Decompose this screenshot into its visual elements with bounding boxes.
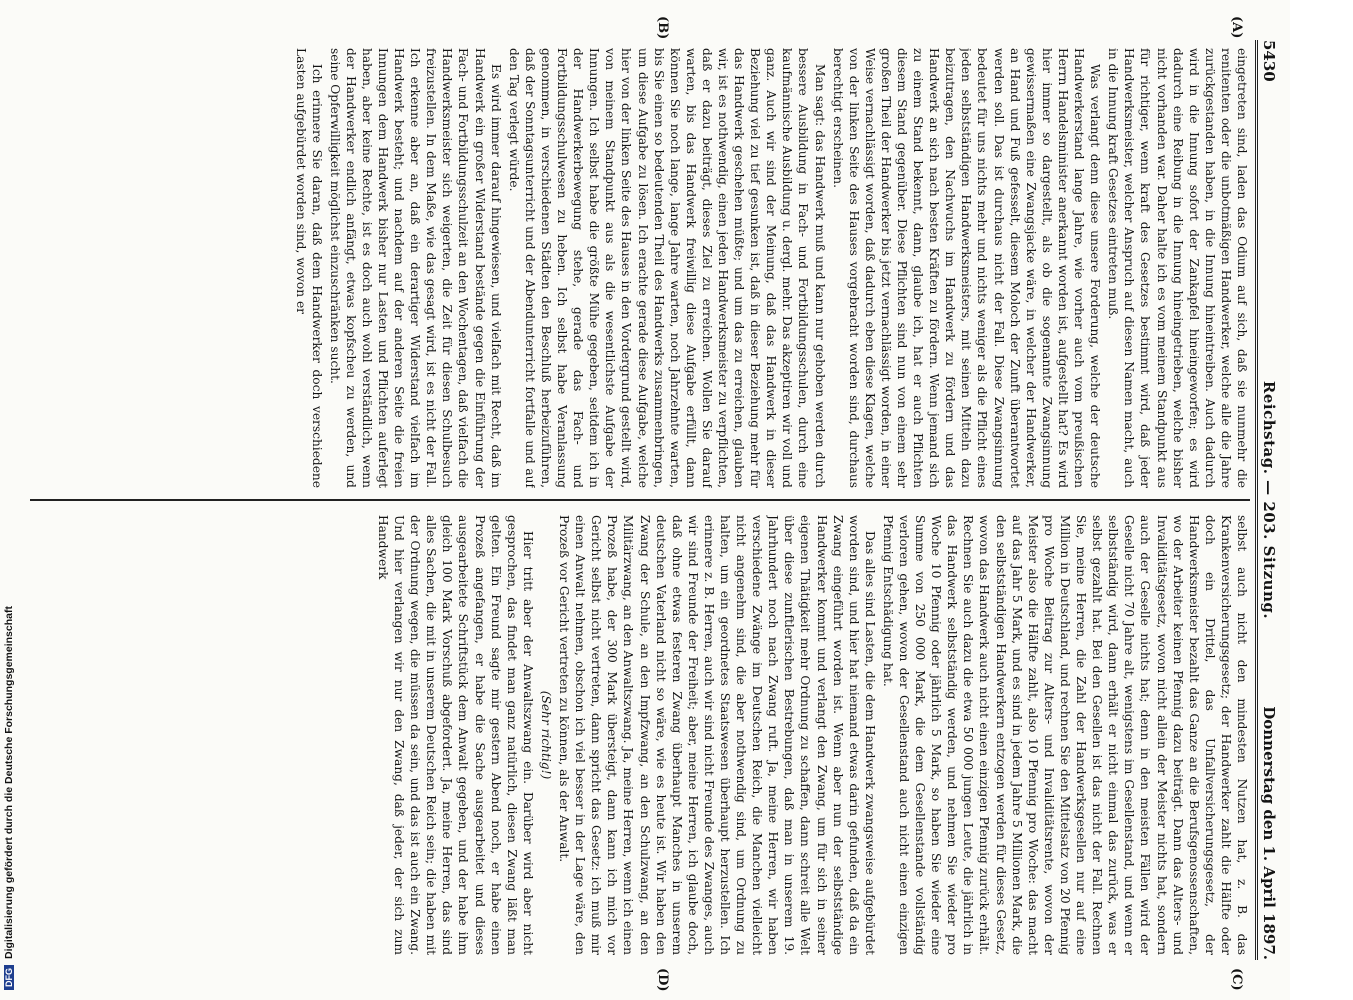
paragraph: Hier tritt aber der Anwaltszwang ein. Darüber wird aber nicht gesprochen, das findet man ganz natürlich, diesen Zwang läßt man gelten. Ein Freund sagte mir gestern Abend noch, er habe einen Prozeß angefangen, er habe die Sache ausgearbeitet und dieses ausgearbeitete Schriftstück dem Anwalt gegeben, und der habe ihm gleich 100 Mark Vorschuß abgefordert. Ja, meine Herren, das sind alles Sachen, die mit in unserem Deutschen Reich sein; die haben mit der Ordnung wegen, die müssen da sein, und das ist auch ein Zwang. Und hier verlangen wir nur den Zwang, daß jeder, der sich zum Handwerk bbox=[376, 515, 535, 955]
digitization-footer bbox=[2, 0, 20, 1000]
footer-text: Digitalisierung gefördert durch die Deutsche Forschungsgemeinschaft bbox=[3, 606, 15, 959]
header-title: Reichstag. — 203. Sitzung. bbox=[1260, 380, 1278, 620]
paragraph: Man sagt: das Handwerk muß und kann nur gehoben werden durch bessere Ausbildung in Fach- und Fortbildungsschulen, durch eine kaufmännische Ausbildung u. dergl. mehr. Das akzeptiren wir voll und ganz. Auch wir sind der Meinung, daß das Handwerk in dieser Beziehung viel zu tief gesunken ist, daß in dieser Beziehung mehr für das Handwerk geschehen müßte; und um das zu erreichen, glauben wir, ist es nothwendig, einen jeden Handwerksmeister zu verpflichten, daß er dazu beiträgt, dieses Ziel zu erreichen. Wollen Sie darauf warten, bis das Handwerk freiwillig diese Aufgabe erfüllt, dann können Sie noch lange, lange Jahre warten, noch Jahrzehnte warten, bis Sie einen so bedeutenden Theil des Handwerks zusammenbringen, um diese Aufgabe zu lösen. Ich erachte gerade diese Aufgabe, welche hier von der linken Seite des Hauses in den Vordergrund gestellt wird, von meinem Standpunkt aus als die wesentlichste Aufgabe der Innungen. Ich selbst habe die größte Mühe gegeben, seitdem ich in der Handwerkerbewegung stehe, gerade das Fach- und Fortbildungsschulwesen zu heben. Ich selbst habe Veranlassung genommen, in verschiedenen Städten den Beschluß herbeizuführen, daß der Sonntagsunterricht und der Abendunterricht fortfalle und auf den Tag verlegt würde. bbox=[506, 48, 827, 488]
page-header bbox=[1256, 40, 1282, 960]
paragraph: Das alles sind Lasten, die dem Handwerk zwangsweise aufgebürdet worden sind, und hier hat niemand etwas darin gefunden, daß da ein Zwang eingeführt worden ist. Wenn aber nun der selbstständige Handwerker kommt und verlangt den Zwang, um für sich in seiner eigenen Thätigkeit mehr Ordnung zu schaffen, dann schreit alle Welt über diese zunftlerischen Bestrebungen, daß man in unserem 19. Jahrhundert noch nach Zwang ruft. Ja, meine Herren, wir haben verschiedene Zwänge im Deutschen Reich, die Manchen vielleicht nicht angenehm sind, die aber nothwendig sind, um Ordnung zu halten, um ein geordnetes Staatswesen überhaupt herzustellen. Ich erinnere z. B. Herren, auch wir sind nicht Freunde des Zwanges, auch wir sind Freunde der Freiheit; aber, meine Herren, ich glaube doch, daß ohne etwas festeren Zwang überhaupt Manches in unserem deutschen Vaterland nicht so wäre, wie es heute ist. Wir haben den Zwang der Schule, an den Impfzwang, an den Schulzwang, an den Militärzwang, an den Anwaltszwang. Ja, meine Herren, wenn ich einen Prozeß habe, der 300 Mark übersteigt, dann kann ich mich vor Gericht selbst nicht vertreten, dann spricht das Gesetz: ich muß mir einen Anwalt nehmen, obschon ich viel besser in der Lage wäre, den Prozeß vor Gericht vertreten zu können, als der Anwalt. bbox=[557, 515, 877, 955]
paragraph: Was verlangt denn diese unsere Forderung, welche der deutsche Handwerkerstand lange Jahre, wie vorher auch vom preußischen Herrn Handelsminister anerkannt worden ist, aufgestellt hat? Es wird hier immer so dargestellt, als ob die sogenannte Zwangsinnung gewissermaßen eine Zwangsjacke wäre, in welcher der Handwerker, an Hand und Fuß gefesselt, diesem Moloch der Zunft überantwortet werden soll. Das ist durchaus nicht der Fall. Diese Zwangsinnung bedeutet für uns nichts mehr und nichts weniger als die Pflicht eines jeden selbstständigen Handwerksmeisters, mit seinen Mitteln dazu beizutragen, den Nachwuchs im Handwerk zu fördern und das Handwerk an sich nach besten Kräften zu fördern. Wenn jemand sich zu einem Stand bekennt, dann, glaube ich, hat er auch Pflichten diesem Stand gegenüber. Diese Pflichten sind nun von einem sehr großen Theil der Handwerker bis jetzt vernachlässigt worden, in einer Weise vernachlässigt worden, daß dadurch eben diese Klagen, welche von der linken Seite des Hauses vorgebracht worden sind, durchaus berechtigt erscheinen. bbox=[830, 48, 1103, 488]
margin-marker-b: (B) bbox=[655, 16, 670, 40]
margin-marker-a: (A) bbox=[1229, 16, 1244, 39]
dfg-logo: DFG bbox=[4, 965, 14, 990]
interjection: (Sehr richtig!) bbox=[538, 690, 553, 780]
column-divider bbox=[30, 499, 1250, 501]
paragraph: selbst auch nicht den mindesten Nutzen hat, z. B. das Krankenversicherungsgesetz; der Handwerker zahlt die Hälfte oder doch ein Drittel, das Unfallversicherungsgesetz, der Handwerksmeister bezahlt das Ganze an die Berufsgenossenschaften, wo der Arbeiter keinen Pfennig dazu beiträgt. Dann das Alters- und Invaliditätsgesetz, wovon nicht allein der Meister nichts hat, sondern auch der Geselle nichts hat; denn in den meisten Fällen wird der Geselle nicht 70 Jahre alt, wenigstens im Gesellenstand, und wenn er selbstständig wird, dann erhält er nicht einmal das zurück, was er selbst gezahlt hat. Bei den Gesellen ist das nicht der Fall. Rechnen Sie, meine Herren, die Zahl der Handwerksgesellen nur auf eine Million in Deutschland, und rechnen Sie den Mittelsatz von 20 Pfennig pro Woche Beitrag zur Alters- und Invaliditätsrente, wovon der Meister also die Hälfte zahlt, also 10 Pfennig pro Woche: das macht auf das Jahr 5 Mark, und es sind in jedem Jahre 5 Millionen Mark, die den selbstständigen Handwerkern entzogen werden für dieses Gesetz, wovon das Handwerk auch nicht einen einzigen Pfennig zurück erhält. Rechnen Sie auch dazu die etwa 50 000 jungen Leute, die jährlich in das Handwerk selbstständig werden, und nehmen Sie wieder pro Woche 10 Pfennig oder jährlich 5 Mark, so haben Sie wieder eine Summe von 250 000 Mark, die dem Gesellenstande vollständig verloren gehen, wovon der Gesellenstand auch nicht einen einzigen Pfennig Entschädigung hat. bbox=[880, 515, 1249, 955]
left-column bbox=[30, 48, 1250, 488]
header-date: Donnerstag den 1. April 1897. bbox=[1260, 706, 1278, 960]
margin-marker-c: (C) bbox=[1229, 968, 1244, 991]
margin-marker-d: (D) bbox=[655, 968, 670, 992]
paragraph: Ich erinnere Sie daran, daß dem Handwerker doch verschiedene Lasten aufgebürdet worden sind, wovon er bbox=[293, 48, 324, 488]
paragraph: eingetreten sind, laden das Odium auf sich, daß sie nunmehr die renitenten oder die unbotmäßigen Handwerker, welche alle die Jahre zurückgestanden haben, in die Innung hineintreiben. Auch dadurch wird in die Innung sofort der Zankapfel hineingeworfen; es wird dadurch eine Reibung in die Innung hineingetrieben, welche bisher nicht vorhanden war. Daher halte ich es vom meinem Standpunkt aus für richtiger, wenn kraft des Gesetzes bestimmt wird, daß jeder Handwerksmeister, welcher Anspruch auf diesen Namen macht, auch in die Innung kraft Gesetzes eintreten muß. bbox=[1106, 48, 1249, 488]
paragraph: Es wird immer darauf hingewiesen, und vielfach mit Recht, daß im Handwerk ein großer Widerstand bestände gegen die Einführung der Fach- und Fortbildungsschulzeit an den Wochentagen, daß vielfach die Handwerksmeister sich weigerten, die Zeit für diesen Schulbesuch freizustellen. In dem Maße, wie das gesagt wird, ist es nicht der Fall. Ich erkenne aber an, daß ein derartiger Widerstand vielfach im Handwerk besteht; und nachdem auf der anderen Seite die freien Innungen dem Handwerk bisher nur Lasten und Pflichten auferlegt haben, aber keine Rechte, ist es doch auch wohl verständlich, wenn der Handwerker endlich anfängt, etwas kopfscheu zu werden, und seine Opferwilligkeit möglichst einzuschränken sucht. bbox=[327, 48, 503, 488]
header-rule bbox=[1255, 40, 1258, 960]
page-number: 5430 bbox=[1260, 40, 1278, 82]
right-column bbox=[30, 515, 1250, 955]
